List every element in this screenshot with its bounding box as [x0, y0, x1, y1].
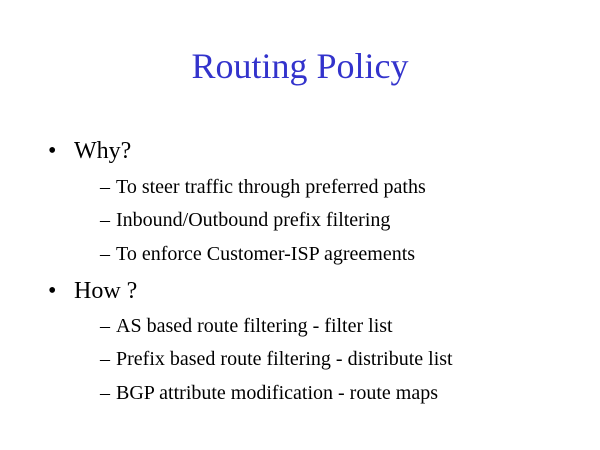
sub-item [100, 313, 393, 339]
bullet-heading-how: How ? [74, 278, 138, 304]
sub-item [100, 241, 415, 267]
sub-marker: – [100, 348, 110, 370]
sub-marker: – [100, 243, 110, 265]
sub-marker: – [100, 176, 110, 198]
bullet-heading-why: Why? [74, 138, 132, 164]
sub-item-text: Prefix based route filtering - distribute list [116, 348, 453, 370]
bullet-why [48, 136, 131, 166]
sub-marker: – [100, 382, 110, 404]
sub-marker: – [100, 209, 110, 231]
bullet-how [48, 276, 137, 306]
sub-marker: – [100, 315, 110, 337]
sub-item-text: AS based route filtering - filter list [116, 315, 393, 337]
bullet-marker: • [48, 278, 57, 304]
sub-item [100, 174, 426, 200]
sub-item [100, 380, 438, 406]
sub-item [100, 207, 390, 233]
sub-item-text: Inbound/Outbound prefix filtering [116, 209, 391, 231]
bullet-marker: • [48, 138, 57, 164]
sub-item-text: To enforce Customer-ISP agreements [116, 243, 416, 265]
sub-item-text: BGP attribute modification - route maps [116, 382, 438, 404]
sub-item [100, 346, 453, 372]
sub-item-text: To steer traffic through preferred paths [116, 176, 426, 198]
slide-title: Routing Policy [191, 46, 409, 86]
